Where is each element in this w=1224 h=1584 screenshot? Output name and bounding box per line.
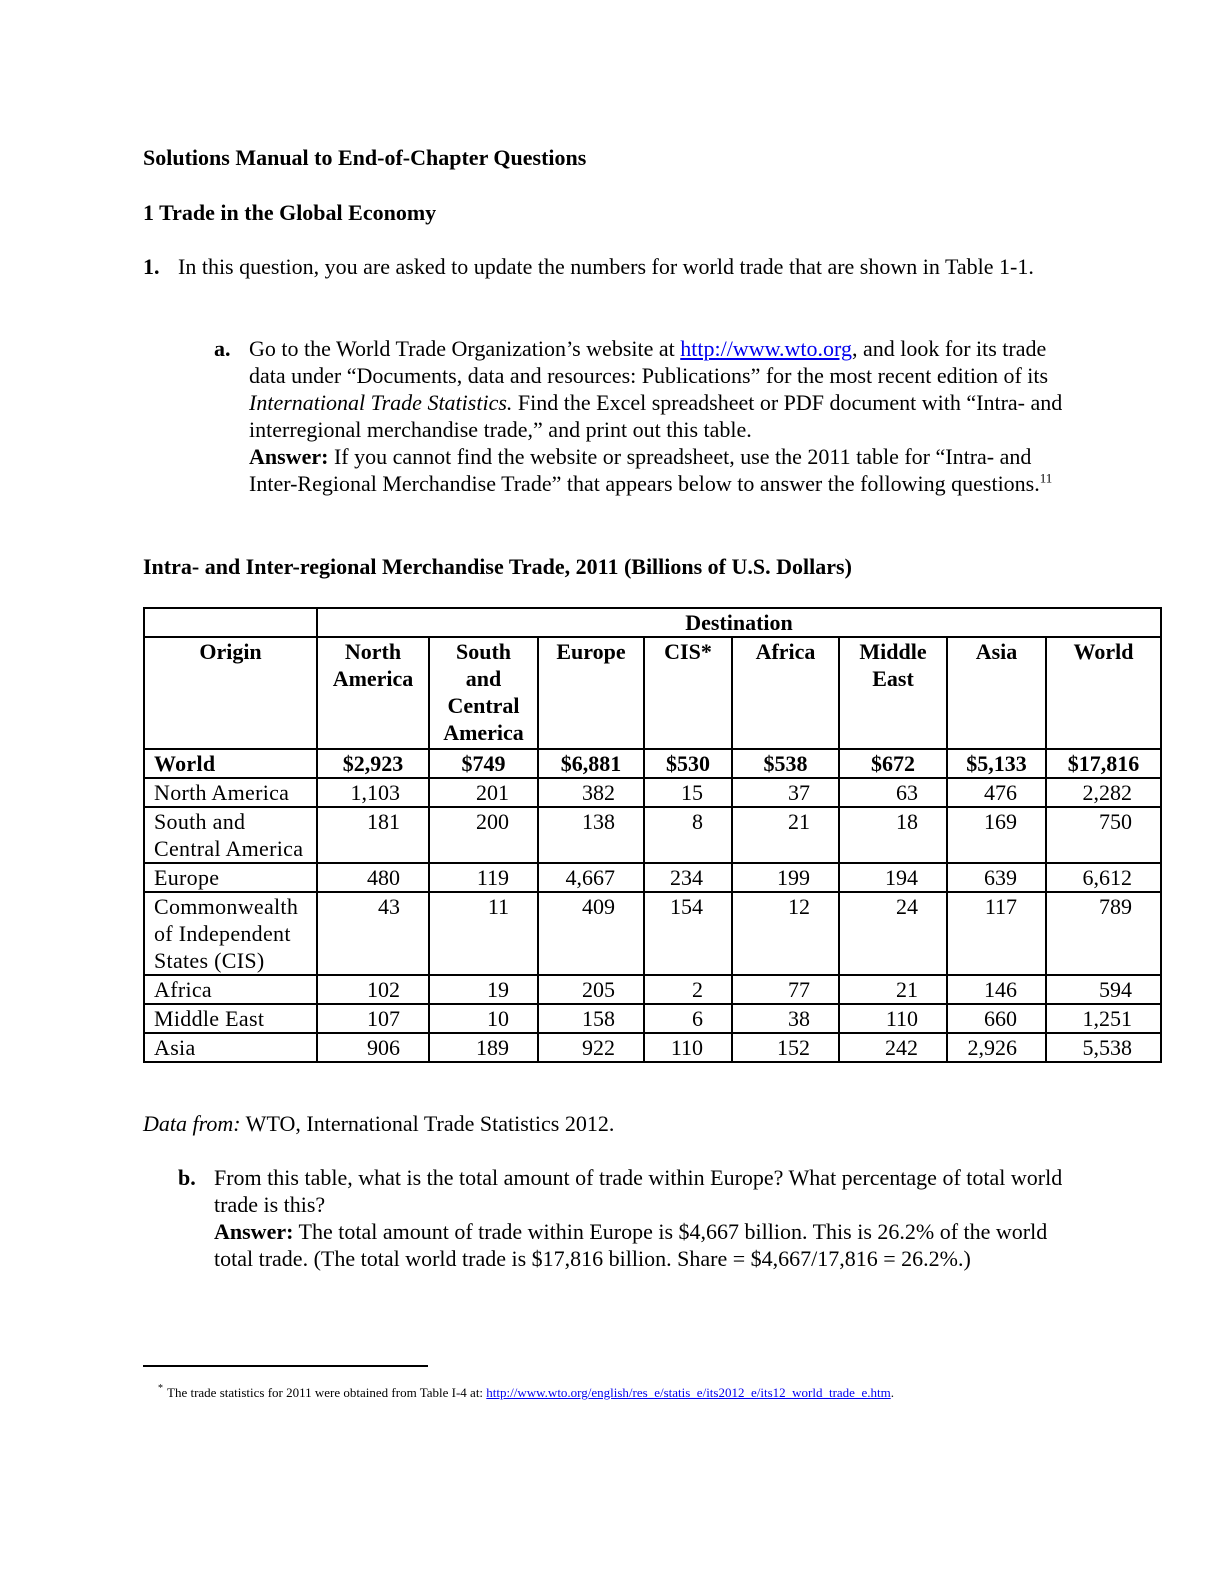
chapter-title: 1 Trade in the Global Economy — [143, 200, 437, 225]
value-cell: 18 — [839, 807, 947, 863]
value-cell: 43 — [317, 892, 429, 975]
value-cell: 476 — [947, 778, 1046, 807]
value-cell: $538 — [732, 749, 839, 778]
value-cell: 21 — [732, 807, 839, 863]
footnote-end: . — [890, 1385, 894, 1400]
value-cell: 2,282 — [1046, 778, 1161, 807]
value-cell: 158 — [538, 1004, 644, 1033]
column-header: Asia — [947, 637, 1046, 749]
origin-cell: South and Central America — [144, 807, 317, 863]
column-header: North America — [317, 637, 429, 749]
value-cell: 110 — [644, 1033, 732, 1062]
table-row — [144, 863, 1161, 892]
value-cell: 38 — [732, 1004, 839, 1033]
value-cell: $2,923 — [317, 749, 429, 778]
column-header: Africa — [732, 637, 839, 749]
value-cell: 382 — [538, 778, 644, 807]
table-row — [144, 1004, 1161, 1033]
value-cell: 234 — [644, 863, 732, 892]
footnote-mark: * — [158, 1383, 163, 1394]
answer-label: Answer: — [249, 444, 329, 469]
total-row — [144, 749, 1161, 778]
value-cell: 169 — [947, 807, 1046, 863]
origin-cell: North America — [144, 778, 317, 807]
wto-link[interactable]: http://www.wto.org — [680, 336, 852, 361]
value-cell: 21 — [839, 975, 947, 1004]
value-cell: 107 — [317, 1004, 429, 1033]
value-cell: $6,881 — [538, 749, 644, 778]
value-cell: $672 — [839, 749, 947, 778]
value-cell: 146 — [947, 975, 1046, 1004]
value-cell: 37 — [732, 778, 839, 807]
value-cell: 102 — [317, 975, 429, 1004]
value-cell: 789 — [1046, 892, 1161, 975]
footnote-ref[interactable]: 11 — [1039, 470, 1053, 486]
value-cell: 194 — [839, 863, 947, 892]
value-cell: $530 — [644, 749, 732, 778]
value-cell: 110 — [839, 1004, 947, 1033]
value-cell: 12 — [732, 892, 839, 975]
value-cell: 10 — [429, 1004, 538, 1033]
value-cell: 138 — [538, 807, 644, 863]
value-cell: 200 — [429, 807, 538, 863]
value-cell: 594 — [1046, 975, 1161, 1004]
source-label: Data from: — [143, 1111, 241, 1136]
value-cell: 4,667 — [538, 863, 644, 892]
part-a-text-1: Go to the World Trade Organization’s website at — [249, 336, 681, 361]
value-cell: 5,538 — [1046, 1033, 1161, 1062]
value-cell: 24 — [839, 892, 947, 975]
value-cell: 181 — [317, 807, 429, 863]
value-cell: 660 — [947, 1004, 1046, 1033]
table-row — [144, 807, 1161, 863]
part-a-letter: a. — [214, 336, 231, 361]
value-cell: 8 — [644, 807, 732, 863]
value-cell: 639 — [947, 863, 1046, 892]
value-cell: $17,816 — [1046, 749, 1161, 778]
table-row — [144, 1033, 1161, 1062]
value-cell: 201 — [429, 778, 538, 807]
origin-cell: Middle East — [144, 1004, 317, 1033]
table-row — [144, 778, 1161, 807]
value-cell: 1,251 — [1046, 1004, 1161, 1033]
value-cell: 199 — [732, 863, 839, 892]
value-cell: 152 — [732, 1033, 839, 1062]
value-cell: 1,103 — [317, 778, 429, 807]
corner-cell — [144, 608, 317, 637]
value-cell: 19 — [429, 975, 538, 1004]
document-title: Solutions Manual to End-of-Chapter Questions — [143, 145, 587, 170]
origin-cell: Europe — [144, 863, 317, 892]
value-cell: 480 — [317, 863, 429, 892]
value-cell: 63 — [839, 778, 947, 807]
origin-cell: World — [144, 749, 317, 778]
origin-header: Origin — [144, 637, 317, 749]
value-cell: 922 — [538, 1033, 644, 1062]
table-row — [144, 892, 1161, 975]
value-cell: 6 — [644, 1004, 732, 1033]
answer-text: If you cannot find the website or spreadsheet, use the 2011 table for “Intra- and Inter-Regional Merchandise Trade” that appears below to answer the following questions. — [249, 444, 1040, 496]
value-cell: 6,612 — [1046, 863, 1161, 892]
value-cell: 205 — [538, 975, 644, 1004]
part-b-letter: b. — [178, 1165, 196, 1190]
footnote-text: The trade statistics for 2011 were obtained from Table I-4 at: — [167, 1385, 487, 1400]
answer-label: Answer: — [214, 1219, 294, 1244]
source-text: WTO, International Trade Statistics 2012. — [240, 1111, 615, 1136]
value-cell: 750 — [1046, 807, 1161, 863]
value-cell: 15 — [644, 778, 732, 807]
column-header: South and Central America — [429, 637, 538, 749]
value-cell: 2 — [644, 975, 732, 1004]
part-b-text — [214, 1164, 1084, 1272]
value-cell: 117 — [947, 892, 1046, 975]
answer-text: The total amount of trade within Europe is $4,667 billion. This is 26.2% of the world total trade. (The total world trade is $17,816 billion. Share = $4,667/17,816 = 26.2%.) — [214, 1219, 1048, 1271]
table-row — [144, 975, 1161, 1004]
origin-cell: Asia — [144, 1033, 317, 1062]
value-cell: 2,926 — [947, 1033, 1046, 1062]
value-cell: 119 — [429, 863, 538, 892]
destination-header: Destination — [317, 608, 1161, 637]
column-header: Middle East — [839, 637, 947, 749]
value-cell: 242 — [839, 1033, 947, 1062]
table-caption: Intra- and Inter-regional Merchandise Trade, 2011 (Billions of U.S. Dollars) — [143, 554, 852, 579]
table-source — [143, 1110, 614, 1137]
trade-table — [143, 607, 1162, 1063]
part-a-text — [249, 335, 1079, 497]
value-cell: 11 — [429, 892, 538, 975]
origin-cell: Africa — [144, 975, 317, 1004]
publication-title: International Trade Statistics. — [249, 390, 513, 415]
value-cell: 409 — [538, 892, 644, 975]
question-number: 1. — [143, 254, 160, 279]
value-cell: $5,133 — [947, 749, 1046, 778]
part-b-question: From this table, what is the total amount of trade within Europe? What percentage of total world trade is this? — [214, 1165, 1063, 1217]
value-cell: $749 — [429, 749, 538, 778]
value-cell: 77 — [732, 975, 839, 1004]
footnote-link[interactable]: http://www.wto.org/english/res_e/statis_e/its2012_e/its12_world_trade_e.htm — [486, 1385, 891, 1400]
value-cell: 906 — [317, 1033, 429, 1062]
footnote — [158, 1385, 894, 1401]
part-a-text-2: , and look for its trade data under “Documents, data and resources: Publications” for the most recent edition of its — [249, 336, 1049, 388]
footnote-separator — [143, 1365, 428, 1367]
column-header: Europe — [538, 637, 644, 749]
origin-cell: Commonwealth of Independent States (CIS) — [144, 892, 317, 975]
column-header: CIS* — [644, 637, 732, 749]
column-header: World — [1046, 637, 1161, 749]
question-text: In this question, you are asked to update the numbers for world trade that are shown in Table 1-1. — [178, 254, 1034, 279]
value-cell: 154 — [644, 892, 732, 975]
value-cell: 189 — [429, 1033, 538, 1062]
part-a-text-3: Find the Excel spreadsheet or PDF document with “Intra- and interregional merchandise trade,” and print out this table. — [249, 390, 1063, 442]
